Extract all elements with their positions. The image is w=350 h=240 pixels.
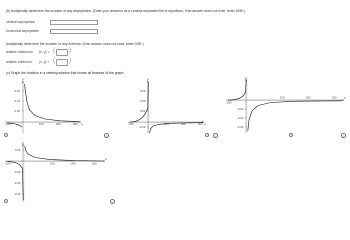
y-tick-label: -0.02: [139, 125, 146, 129]
function-curve-right: [150, 123, 203, 133]
relative-minimum-close-paren: ): [69, 58, 71, 64]
relative-minimum-input[interactable]: [56, 59, 68, 66]
graph-option-c-radio[interactable]: [289, 133, 293, 137]
horizontal-asymptotes-label: horizontal asymptotes: [6, 29, 39, 33]
y-axis-label: y: [147, 77, 149, 82]
y-tick-label: -0.06: [14, 192, 21, 196]
y-tick-label: -0.06: [237, 125, 244, 129]
x-axis-label: x: [204, 122, 206, 127]
function-curve-right: [25, 84, 80, 122]
graph-option-d-radio[interactable]: [4, 199, 8, 203]
x-tick-label: 200: [181, 122, 186, 126]
graph-option-a-info-icon[interactable]: i: [105, 134, 107, 138]
x-tick-label: 300: [73, 122, 78, 126]
graph-option-d-info-icon[interactable]: i: [111, 200, 113, 204]
graph-option-c[interactable]: [226, 75, 348, 134]
extrema-instruction: Analytically determine the location of any extrema. (If an answer does not exist, enter DNE.): [6, 42, 144, 46]
y-tick-label: 0.02: [15, 148, 21, 152]
y-tick-label: -0.02: [237, 107, 244, 111]
x-tick-label: 100: [50, 161, 55, 166]
x-tick-label: -100: [226, 100, 232, 105]
relative-minimum-label: relative minimum: [6, 60, 32, 64]
graph-option-b-info-icon[interactable]: i: [214, 134, 216, 138]
graph-option-a[interactable]: [5, 78, 83, 134]
x-tick-label: 200: [306, 95, 311, 100]
x-tick-label: 200: [56, 122, 61, 126]
x-tick-label: 200: [71, 161, 76, 166]
relative-maximum-coord-prefix: (x, y) =: [39, 50, 50, 54]
graph-option-c-info-icon[interactable]: i: [342, 134, 344, 138]
relative-maximum-input[interactable]: [56, 49, 68, 56]
x-tick-label: 300: [92, 161, 97, 166]
x-tick-label: 300: [198, 122, 203, 126]
x-tick-label: -100: [128, 122, 134, 126]
x-axis-label: x: [81, 122, 83, 127]
relative-minimum-coord-prefix: (x, y) =: [39, 60, 50, 64]
y-axis-label: y: [22, 140, 24, 145]
y-tick-label: 0.02: [140, 109, 146, 113]
y-tick-label: 0.06: [14, 89, 20, 93]
y-tick-label: 0.04: [14, 99, 20, 103]
graph-option-a-radio[interactable]: [4, 133, 8, 137]
y-tick-label: 0.02: [14, 109, 20, 113]
asymptotes-instruction: (b) Analytically determine the location of any asymptotes. (Enter your answers as a comma-separated list of equations. If an answer does not exist, enter DNE.): [6, 9, 245, 13]
y-tick-label: 0.04: [140, 99, 146, 103]
y-tick-label: -0.02: [14, 170, 21, 174]
y-tick-label: -0.04: [14, 181, 21, 185]
graph-option-b-radio[interactable]: [205, 133, 209, 137]
y-tick-label: 0.06: [140, 89, 146, 93]
y-axis-label: y: [22, 77, 24, 82]
x-tick-label: 300: [332, 95, 337, 100]
y-axis-label: y: [245, 75, 247, 80]
x-axis-label: x: [344, 96, 346, 100]
x-tick-label: -100: [5, 122, 11, 126]
relative-minimum-open-paren: (: [53, 58, 55, 64]
function-curve-right: [248, 101, 342, 131]
x-tick-label: 100: [39, 122, 44, 126]
graph-option-d[interactable]: [5, 142, 115, 204]
horizontal-asymptotes-input[interactable]: [50, 29, 98, 34]
graph-option-b[interactable]: [128, 78, 208, 134]
x-tick-label: 100: [280, 95, 285, 100]
graph-instruction: (c) Graph the function in a viewing window that shows all features of the graph.: [6, 71, 125, 75]
relative-maximum-open-paren: (: [53, 48, 55, 54]
x-tick-label: -100: [5, 161, 11, 166]
function-curve-right: [25, 146, 103, 161]
relative-maximum-label: relative maximum: [6, 50, 33, 54]
x-axis-label: x: [105, 157, 107, 161]
y-tick-label: -0.04: [237, 116, 244, 120]
vertical-asymptotes-input[interactable]: [50, 20, 98, 25]
vertical-asymptotes-label: vertical asymptotes: [6, 20, 36, 24]
x-tick-label: 100: [164, 122, 169, 126]
function-curve-left: [228, 80, 246, 100]
relative-maximum-close-paren: ): [69, 48, 71, 54]
